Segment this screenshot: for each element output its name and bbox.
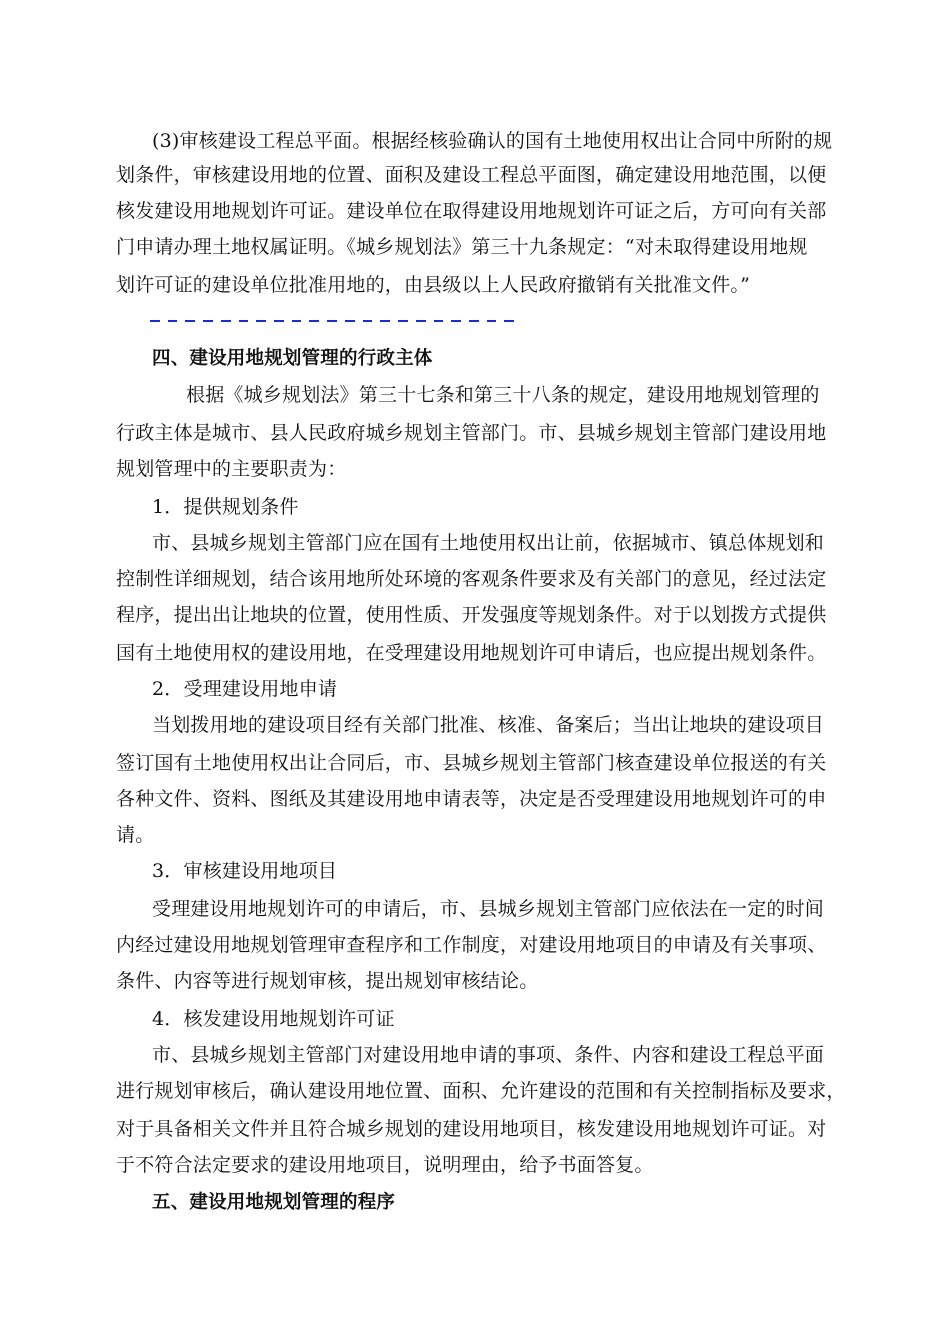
item-3-line-1: 受理建设用地规划许可的申请后，市、县城乡规划主管部门应依法在一定的时间 (152, 898, 825, 920)
item-1-line-2: 控制性详细规划，结合该用地所处环境的客观条件要求及有关部门的意见，经过法定 (116, 568, 827, 590)
section-4-intro-line-3: 规划管理中的主要职责为： (116, 458, 347, 480)
section-divider (150, 320, 514, 326)
item-2-title: 2．受理建设用地申请 (152, 678, 338, 700)
section-5-heading: 五、建设用地规划管理的程序 (152, 1192, 396, 1213)
item-1-title: 1．提供规划条件 (152, 496, 299, 518)
paragraph-3-line-5: 划许可证的建设单位批准用地的，由县级以上人民政府撤销有关批准文件。” (116, 274, 751, 296)
paragraph-3-line-3: 核发建设用地规划许可证。建设单位在取得建设用地规划许可证之后，方可向有关部 (116, 200, 827, 222)
item-1-line-4: 国有土地使用权的建设用地，在受理建设用地规划许可申请后，也应提出规划条件。 (116, 642, 827, 664)
section-4-intro-line-1: 根据《城乡规划法》第三十七条和第三十八条的规定，建设用地规划管理的 (186, 384, 820, 406)
section-4-heading: 四、建设用地规划管理的行政主体 (152, 348, 433, 369)
item-4-title: 4．核发建设用地规划许可证 (152, 1008, 395, 1030)
item-2-line-3: 各种文件、资料、图纸及其建设用地申请表等，决定是否受理建设用地规划许可的申 (116, 788, 827, 810)
section-4-intro-line-2: 行政主体是城市、县人民政府城乡规划主管部门。市、县城乡规划主管部门建设用地 (116, 422, 827, 444)
item-1-line-1: 市、县城乡规划主管部门应在国有土地使用权出让前，依据城市、镇总体规划和 (152, 532, 825, 554)
item-1-line-3: 程序，提出出让地块的位置，使用性质、开发强度等规划条件。对于以划拨方式提供 (116, 604, 827, 626)
item-4-line-3: 对于具备相关文件并且符合城乡规划的建设用地项目，核发建设用地规划许可证。对 (116, 1118, 827, 1140)
paragraph-3-line-2: 划条件，审核建设用地的位置、面积及建设工程总平面图，确定建设用地范围，以便 (116, 164, 827, 186)
item-3-line-2: 内经过建设用地规划管理审查程序和工作制度，对建设用地项目的申请及有关事项、 (116, 934, 827, 956)
item-2-line-4: 请。 (116, 824, 155, 846)
item-4-line-2: 进行规划审核后，确认建设用地位置、面积、允许建设的范围和有关控制指标及要求， (116, 1080, 846, 1102)
paragraph-3-line-4: 门申请办理土地权属证明。《城乡规划法》第三十九条规定：“对未取得建设用地规 (116, 236, 808, 258)
item-2-line-1: 当划拨用地的建设项目经有关部门批准、核准、备案后；当出让地块的建设项目 (152, 714, 825, 736)
item-2-line-2: 签订国有土地使用权出让合同后，市、县城乡规划主管部门核查建设单位报送的有关 (116, 752, 827, 774)
item-4-line-4: 于不符合法定要求的建设用地项目，说明理由，给予书面答复。 (116, 1154, 654, 1176)
item-3-line-3: 条件、内容等进行规划审核，提出规划审核结论。 (116, 970, 539, 992)
paragraph-3-line-1: (3)审核建设工程总平面。根据经核验确认的国有土地使用权出让合同中所附的规 (152, 130, 833, 152)
item-4-line-1: 市、县城乡规划主管部门对建设用地申请的事项、条件、内容和建设工程总平面 (152, 1044, 825, 1066)
item-3-title: 3．审核建设用地项目 (152, 860, 338, 882)
